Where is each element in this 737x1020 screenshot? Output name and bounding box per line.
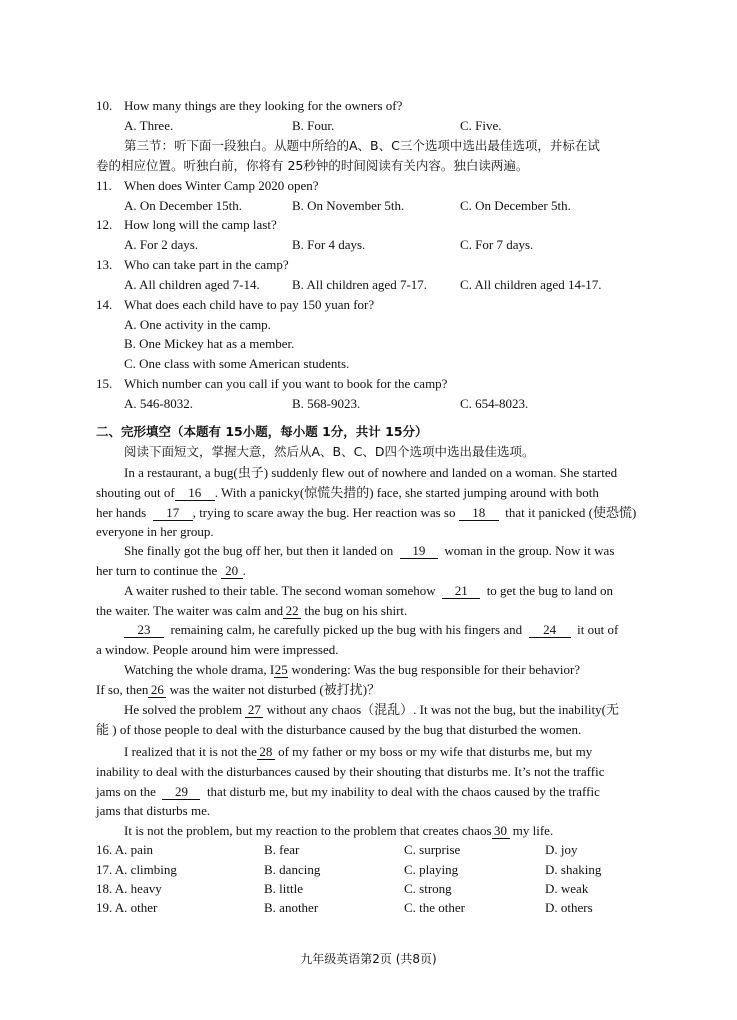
question-12: 12. How long will the camp last? (96, 217, 277, 232)
passage-line: her hands 17 , trying to scare away the bug. Her reaction was so 18 that it panicked (使恐慌) (96, 505, 637, 520)
page-footer: 九年级英语第2页 (共8页) (300, 952, 437, 966)
blank-27[interactable]: 27 (245, 703, 263, 718)
blank-22[interactable]: 22 (283, 604, 301, 619)
blank-26[interactable]: 26 (148, 683, 166, 698)
blank-30[interactable]: 30 (492, 824, 510, 839)
passage-line: He solved the problem 27 without any chaos（混乱）. It was not the bug, but the inability(无 (124, 702, 619, 717)
blank-21[interactable]: 21 (442, 584, 480, 599)
question-14-option-b: B. One Mickey hat as a member. (124, 336, 295, 351)
passage-line: She finally got the bug off her, but then it landed on 19 woman in the group. Now it was (124, 543, 615, 558)
blank-25[interactable]: 25 (274, 662, 288, 677)
passage-line: A waiter rushed to their table. The second woman somehow 21 to get the bug to land on (124, 583, 614, 598)
blank-28[interactable]: 28 (257, 745, 275, 760)
passage-line: Watching the whole drama, I25 wondering: Was the bug responsible for their behavior? (124, 662, 581, 677)
question-14: 14. What does each child have to pay 150 yuan for? (96, 297, 375, 312)
question-14-option-c: C. One class with some American students. (124, 356, 350, 371)
passage-line: everyone in her group. (96, 524, 214, 539)
cloze-instruction: 阅读下面短文，掌握大意，然后从A、B、C、D四个选项中选出最佳选项。 (124, 444, 535, 459)
passage-line: In a restaurant, a bug(虫子) suddenly flew out of nowhere and landed on a woman. She started (124, 465, 618, 480)
blank-19[interactable]: 19 (400, 544, 438, 559)
blank-23[interactable]: 23 (124, 623, 164, 638)
passage-line: jams that disturbs me. (96, 803, 211, 818)
part3-instruction-line1: 第三节：听下面一段独白。从题中所给的A、B、C三个选项中选出最佳选项，并标在试 (124, 138, 600, 153)
question-10: 10. How many things are they looking for the owners of? (96, 98, 403, 113)
passage-line: shouting out of 16 . With a panicky(惊慌失措的) face, she started jumping around with both (96, 485, 599, 500)
cloze-heading: 二、完形填空（本题有 15小题，每小题 1分，共计 15分） (96, 424, 428, 439)
passage-line: her turn to continue the 20 . (96, 563, 246, 578)
passage-line: If so, then 26 was the waiter not disturbed (被打扰)？ (96, 682, 381, 697)
blank-18[interactable]: 18 (459, 506, 499, 521)
blank-29[interactable]: 29 (162, 785, 200, 800)
blank-20[interactable]: 20 (221, 564, 243, 579)
blank-17[interactable]: 17 (153, 506, 193, 521)
question-11: 11. When does Winter Camp 2020 open? (96, 178, 319, 193)
passage-line: jams on the 29 that disturb me, but my inability to deal with the chaos caused by the traffic (96, 784, 600, 799)
passage-line: I realized that it is not the 28 of my father or my boss or my wife that disturbs me, but my (124, 744, 593, 759)
question-14-option-a: A. One activity in the camp. (124, 317, 271, 332)
passage-line: 23 remaining calm, he carefully picked up the bug with his fingers and 24 it out of (124, 622, 618, 638)
passage-line: 能 ) of those people to deal with the disturbance caused by the bug that disturbed the women. (96, 722, 582, 737)
passage-line: inability to deal with the disturbances caused by their shouting that disturbs me. It’s not the traffic (96, 764, 605, 779)
part3-instruction-line2: 卷的相应位置。听独白前，你将有 25秒钟的时间阅读有关内容。独白读两遍。 (96, 158, 529, 173)
exam-page: 10. How many things are they looking for the owners of? A. Three. B. Four. C. Five. 第三节：听下面一段独白。从题中所给的A、B、C三个选项中选出最佳选项，并标在试 卷的相应位置。听独白前，你将有 25秒钟的时间阅读有关内容。独白读两遍。 11. When does Winter Camp 2020 open? A. On December 15th. B. On November 5th. C. On December 5th. 12. How long will the camp last? A. For 2 days. B. For 4 days. C. For 7 days. 13. Who can take part in the camp? A. All children aged 7-14. B. All children aged 7-17. C. All children aged 14-17. 14. What does each child have to pay 150 yuan for? A. One activity in the camp. B. One Mickey hat as a member. C. One class with some American students. 15. Which number can you call if you want to book for the camp? A. 546-8032. B. 568-9023. C. 654-8023. 二、完形填空（本题有 15小题，每小题 1分，共计 15分） 阅读下面短文，掌握大意，然后从A、B、C、D四个选项中选出最佳选项。 In a restaurant, a bug(虫子) suddenly flew out of nowhere and landed on a woman. She started shouting out of 16 . With a panicky(惊慌失措的) face, she started jumping around with both her hands 17 , trying to scare away the bug. Her reaction was so 18 that it panicked (使恐慌) everyone in her group. She finally got the bug off her, but then it landed on 19 woman in the group. Now it was her turn to continue the 20 . A waiter rushed to their table. The second woman somehow 21 to get the bug to land on the waiter. The waiter was calm and 22 the bug on his shirt. 23 remaining calm, he carefully picked up the bug with his fingers and 24 it out of a window. People around him were impressed. Watching the whole drama, I25 wondering: Was the bug responsible for their behavior? If so, then 26 was the waiter not disturbed (被打扰)？ He solved the problem 27 without any chaos（混乱）. It was not the bug, but the inability(无 能 ) of those people to deal with the disturbance caused by the bug that disturbed the women. I realized that it is not the 28 of my father or my boss or my wife that disturbs me, but my inability to deal with the disturbances caused by their shouting that disturbs me. It’s not the traffic jams on the 29 that disturb me, but my inability to deal with the chaos caused by the traffic jams that disturbs me. It is not the problem, but my reaction to the problem that creates chaos 30 my life. 16. A. pain B. fear C. surprise D. joy 17. A. climbing B. dancing C. playing D. shaking 18. A. heavy B. little C. strong D. weak 19. A. other B. another C. the other D. others 九年级英语第2页 (共8页) (0, 0, 737, 1020)
passage-line: a window. People around him were impressed. (96, 642, 339, 657)
passage-line: It is not the problem, but my reaction to the problem that creates chaos 30 my life. (124, 823, 554, 838)
blank-16[interactable]: 16 (175, 486, 215, 501)
question-15: 15. Which number can you call if you want to book for the camp? (96, 376, 448, 391)
blank-24[interactable]: 24 (529, 623, 571, 638)
question-13: 13. Who can take part in the camp? (96, 257, 289, 272)
passage-line: the waiter. The waiter was calm and 22 the bug on his shirt. (96, 603, 408, 618)
